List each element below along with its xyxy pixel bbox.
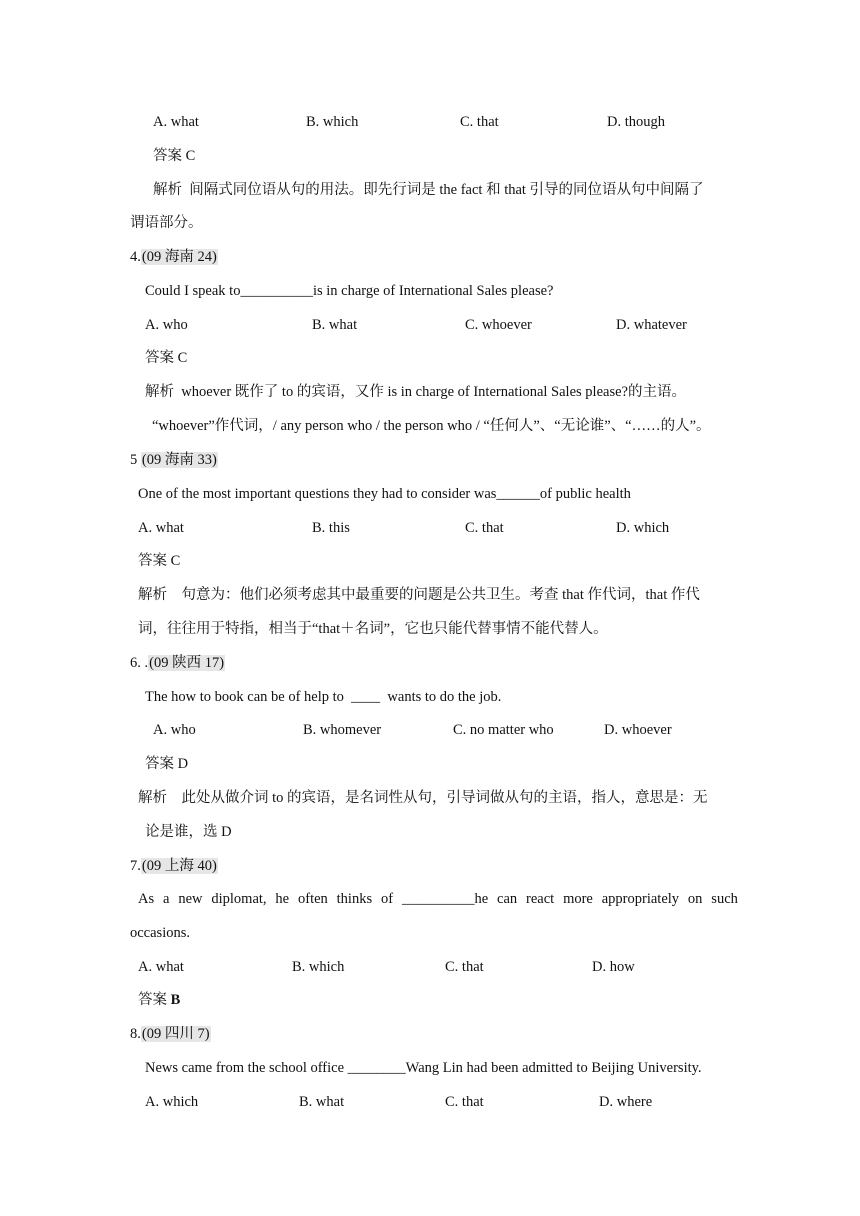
stem-word: As: [138, 891, 155, 907]
analysis-text: 间隔式同位语从句的用法。即先行词是 the fact 和 that 引导的同位语从句中间隔了: [189, 182, 704, 198]
q5-analysis-line1: [138, 585, 700, 605]
answer-value: C: [177, 350, 188, 366]
stem-after: is in charge of International Sales please?: [312, 283, 554, 299]
stem-word: appropriately: [601, 891, 680, 907]
stem-before: One of the most important questions they had to consider was: [138, 486, 497, 502]
q3-answer: [153, 146, 195, 166]
q4-option-b: B. what: [312, 317, 358, 333]
stem-after: Wang Lin had been admitted to Beijing University.: [405, 1060, 702, 1076]
stem-before: The how to book can be of help to: [145, 689, 352, 705]
stem-after: wants to do the job.: [380, 689, 502, 705]
analysis-text: 句意为：他们必须考虑其中最重要的问题是公共卫生。考查 that 作代词，that 作代: [181, 587, 700, 603]
q6-header: [130, 653, 225, 673]
q6-answer: [145, 754, 188, 774]
stem-before: News came from the school office: [145, 1060, 348, 1076]
q4-number: 4.: [130, 249, 141, 265]
stem-word: a: [163, 891, 170, 907]
q7-option-d: D. how: [592, 959, 635, 975]
q6-option-d: D. whoever: [604, 722, 672, 738]
answer-value: C: [170, 553, 181, 569]
q4-option-d: D. whatever: [616, 317, 687, 333]
analysis-label: 解析: [153, 182, 182, 198]
q7-number: 7.: [130, 858, 141, 874]
q7-answer: [138, 990, 180, 1010]
stem-blank: ______: [496, 486, 540, 502]
q3-analysis-line2: 谓语部分。: [130, 215, 203, 231]
q7-option-b: B. which: [292, 959, 345, 975]
q4-header: [130, 247, 218, 267]
q6-source: (09 陕西 17): [149, 655, 225, 671]
stem-word: react: [526, 891, 555, 907]
q4-stem: [145, 281, 553, 301]
q5-source: (09 海南 33): [141, 452, 217, 468]
q3-analysis-line1: [153, 180, 704, 200]
answer-label: 答案: [153, 148, 182, 164]
stem-word: on: [687, 891, 703, 907]
q8-option-b: B. what: [299, 1094, 345, 1110]
stem-word: __________he: [401, 891, 489, 907]
q3-option-b: B. which: [306, 114, 359, 130]
analysis-text: 此处从做介词 to 的宾语，是名词性从句，引导词做从句的主语，指人，意思是：无: [181, 790, 708, 806]
stem-blank: __________: [240, 283, 313, 299]
analysis-text: whoever 既作了 to 的宾语，又作 is in charge of International Sales please?的主语。: [181, 384, 686, 400]
stem-blank: ____: [351, 689, 381, 705]
q5-option-a: A. what: [138, 520, 184, 536]
stem-before: Could I speak to: [145, 283, 241, 299]
q8-option-d: D. where: [599, 1094, 653, 1110]
q4-source: (09 海南 24): [141, 249, 217, 265]
q8-option-a: A. which: [145, 1094, 199, 1110]
q4-option-a: A. who: [145, 317, 188, 333]
q3-option-c: C. that: [460, 114, 499, 130]
q4-option-c: C. whoever: [465, 317, 532, 333]
q5-number: 5: [130, 452, 138, 468]
stem-word: he: [275, 891, 290, 907]
answer-label: 答案: [138, 992, 167, 1008]
q5-option-c: C. that: [465, 520, 504, 536]
stem-word: such: [711, 891, 738, 907]
q5-option-d: D. which: [616, 520, 670, 536]
q7-header: [130, 856, 218, 876]
stem-word: diplomat,: [211, 891, 267, 907]
q3-option-d: D. though: [607, 114, 665, 130]
q8-option-c: C. that: [445, 1094, 484, 1110]
stem-blank: ________: [347, 1060, 406, 1076]
answer-value: D: [177, 756, 189, 772]
stem-after: of public health: [539, 486, 631, 502]
q7-option-c: C. that: [445, 959, 484, 975]
q6-analysis-line1: [138, 788, 708, 808]
q5-answer: [138, 551, 180, 571]
q7-source: (09 上海 40): [141, 858, 217, 874]
analysis-label: 解析: [138, 790, 167, 806]
stem-word: new: [178, 891, 203, 907]
q8-header: [130, 1024, 211, 1044]
q4-analysis-line1: [145, 382, 686, 402]
q8-stem: [145, 1058, 702, 1078]
q3-option-a: A. what: [153, 114, 199, 130]
stem-word: can: [497, 891, 518, 907]
q6-stem: [145, 687, 501, 707]
q6-option-b: B. whomever: [303, 722, 382, 738]
answer-value: C: [185, 148, 196, 164]
q4-analysis-line2: “whoever”作代词，/ any person who / the person who / “任何人”、“无论谁”、“……的人”。: [152, 418, 711, 434]
q6-option-c: C. no matter who: [453, 722, 554, 738]
analysis-label: 解析: [145, 384, 174, 400]
q5-header: [130, 450, 218, 470]
answer-label: 答案: [138, 553, 167, 569]
stem-word: often: [297, 891, 328, 907]
answer-label: 答案: [145, 350, 174, 366]
answer-label: 答案: [145, 756, 174, 772]
q7-option-a: A. what: [138, 959, 184, 975]
q6-analysis-line2: 论是谁，选 D: [145, 824, 232, 840]
stem-word: more: [563, 891, 593, 907]
stem-word: of: [380, 891, 394, 907]
q7-stem-line1: [138, 889, 738, 909]
q8-source: (09 四川 7): [141, 1026, 210, 1042]
q6-number: 6. .: [130, 655, 149, 671]
stem-word: thinks: [336, 891, 373, 907]
analysis-label: 解析: [138, 587, 167, 603]
q6-option-a: A. who: [153, 722, 196, 738]
q5-analysis-line2: 词，往往用于特指，相当于“that＋名词”，它也只能代替事情不能代替人。: [138, 621, 608, 637]
q5-stem: [138, 484, 631, 504]
q5-option-b: B. this: [312, 520, 350, 536]
q4-answer: [145, 348, 187, 368]
answer-value: B: [170, 992, 181, 1008]
q7-stem-line2: occasions.: [130, 925, 190, 941]
q8-number: 8.: [130, 1026, 141, 1042]
